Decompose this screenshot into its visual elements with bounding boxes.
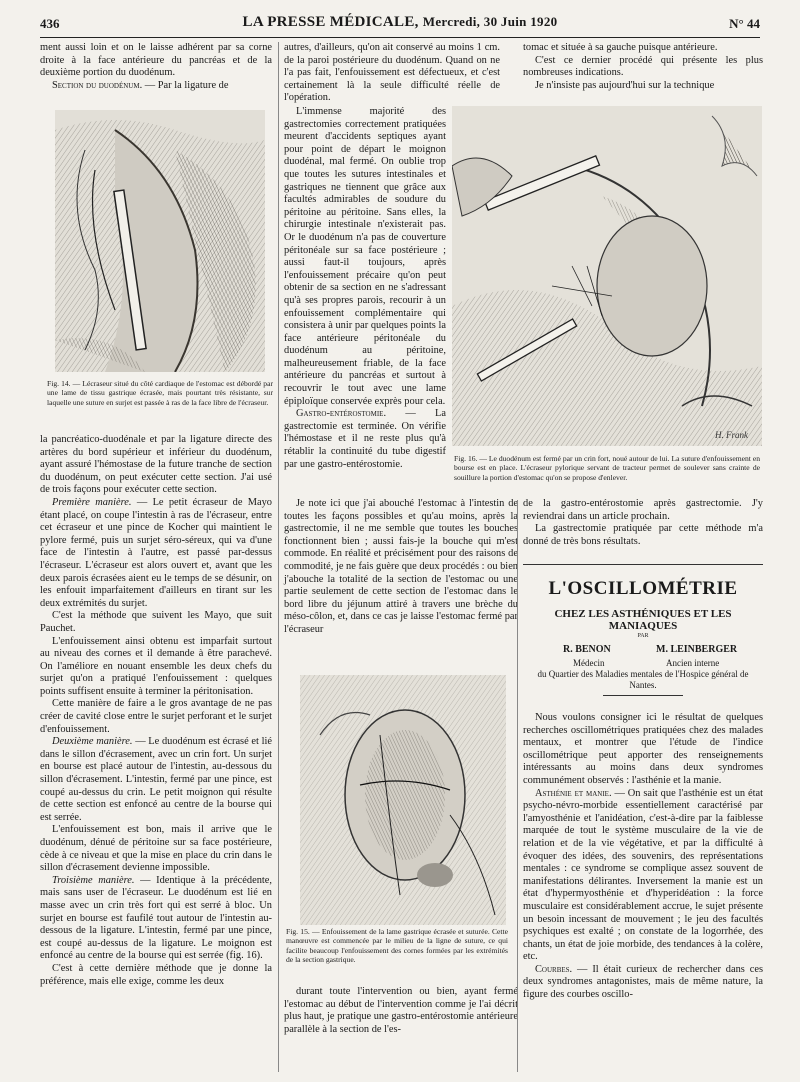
subheading: Troisième manière. xyxy=(52,874,135,886)
paragraph: L'enfouissement ainsi obtenu est imparfait surtout au niveau des cornes et il demande à être parachevé. On l'améliore en nouant ensemble les deux chefs du surjet qu'on a pratiqué l'enfouissement : quelques points suffisent ensuite à terminer la péritonisation. xyxy=(40,635,272,697)
paragraph: L'enfouissement est bon, mais il arrive que le duodénum, dénué de péritoine sur sa face postérieure, cède à ce niveau et que la mise en place du crin dans le sillon d'écrasement devienne impossible. xyxy=(40,824,272,874)
paragraph: L'immense majorité des gastrectomies correctement pratiquées meurent d'accidents septiques ayant pour point de départ le moignon duodénal, mal fermé. On oublie trop que toutes les sutures intestinales et gastriques ne tiennent que grâce aux facultés admirables de soudure du péritoine au péritoine. Sans elles, la chirurgie intestinale n'existerait pas. Or le duodénum n'a pas de couverture péritonéale sur sa face postérieure ; aussi faut-il toujours, après l'enfouissement précaire qu'on peut obtenir de sa section en ne s'adressant qu'à ses propres parois, recourir à un enfouissement complémentaire qui consistera à unir par quelques points la face antérieure péritonéale du duodénum au péritoine, malheureusement friable, de la face antérieure du pancréas et surtout à recouvrir le tout avec une lame épiploïque conservée exprès pour cela. xyxy=(284,106,446,407)
issue-date: Mercredi, 30 Juin 1920 xyxy=(422,14,558,29)
paragraph: tomac et située à sa gauche puisque antérieure. xyxy=(523,42,718,53)
figure-15-illustration xyxy=(300,675,506,925)
column-2-top xyxy=(284,42,500,105)
subheading: Première manière. xyxy=(52,496,132,508)
subheading: Deuxième manière. xyxy=(52,736,133,748)
surgical-engraving-fig14 xyxy=(55,110,265,372)
figure-14-caption: Fig. 14. — Lécraseur situé du côté cardiaque de l'estomac est débordé par une lame de tissu gastrique écrasée, mais pourtant très résistante, sur laquelle une suture en surjet est passée à ras de la face libre de l'écraseur. xyxy=(47,379,273,407)
paragraph: de la gastro-entérostomie après gastrectomie. J'y reviendrai dans un article prochain. xyxy=(523,498,763,522)
section-heading: Gastro-entérostomie. xyxy=(296,408,387,420)
author-roles xyxy=(523,658,763,690)
paragraph: C'est la méthode que suivent les Mayo, que suit Pauchet. xyxy=(40,610,272,634)
role-1: Médecin xyxy=(573,658,605,668)
article-body xyxy=(523,712,763,1002)
role-2: Ancien interne xyxy=(666,658,720,668)
column-1-top xyxy=(40,42,272,92)
paragraph: durant toute l'intervention ou bien, ayant fermé l'estomac au début de l'intervention comme je l'ai décrit plus haut, je pratique une gastro-entérostomie antérieure parallèle à la section de l'es- xyxy=(284,986,518,1035)
article-separator xyxy=(523,564,763,565)
short-rule xyxy=(603,695,683,696)
paragraph: Gastro-entérostomie. — La gastrectomie est terminée. On vérifie l'hémostase et il ne reste plus qu'à rétablir la continuité du tube digestif par une gastro-entérostomie. xyxy=(284,408,446,470)
journal-title xyxy=(40,14,760,31)
journal-name: LA PRESSE MÉDICALE, xyxy=(242,14,419,30)
page-header xyxy=(40,14,760,34)
paragraph: C'est ce dernier procédé qui présente les plus nombreuses indications. xyxy=(523,54,763,79)
page-number: 436 xyxy=(40,16,60,31)
paragraph: Courbes. — Il était curieux de rechercher dans ces deux syndromes antagonistes, mais de même nature, la figure des courbes oscillo- xyxy=(523,963,763,1001)
section-heading: Courbes. xyxy=(535,963,573,975)
paragraph: Section du duodénum. — Par la ligature de xyxy=(52,79,229,91)
paragraph: La gastrectomie pratiquée par cette méthode m'a donné de très bons résultats. xyxy=(523,523,763,547)
paragraph: Nous voulons consigner ici le résultat de quelques recherches oscillométriques pratiquées chez des malades mentaux, et montrer que l'étude de l'indice oscillométrique peut apporter des renseignements intéressants au moins dans deux syndromes communément observés : l'asthénie et la manie. xyxy=(523,712,763,786)
figure-16-caption: Fig. 16. — Le duodénum est fermé par un crin fort, noué autour de lui. La suture d'enfouissement en bourse est en place. L'écraseur pylorique servant de tracteur permet de soulever sans crainte de souillure la portion d'estomac qu'on se propose d'enlever. xyxy=(454,454,760,482)
surgical-engraving-fig15 xyxy=(300,675,506,925)
paragraph: Asthénie et manie. — On sait que l'asthénie est un état psycho-névro-morbide essentiellement caractérisé par l'amyosthénie et l'anidéation, c'est-à-dire par la faiblesse marquée de tout le système musculaire de la vie de relation et de la vie végétative, et par la difficulté à évoquer des idées, des souvenirs, des représentations mentales : ce syndrome se complique assez souvent de manifestations délirantes. Inversement la manie est un état d'hypermyosthénie et d'hyperidéation : la force musculaire est considérablement accrue, le sujet présente un besoin incessant de mouvement ; le jeu des facultés psychiques est exalté ; on constate de la logorrhée, des chants, un état de joie morbide, des tendances à la colère, etc. xyxy=(523,787,763,963)
author-2: M. LEINBERGER xyxy=(656,644,738,655)
column-2-narrow xyxy=(284,106,446,471)
author-1: R. BENON xyxy=(563,644,611,655)
affiliation: du Quartier des Maladies mentales de l'Hospice général de Nantes. xyxy=(537,669,749,690)
figure-15-caption: Fig. 15. — Enfouissement de la lame gastrique écrasée et suturée. Cette manœuvre est commencée par le milieu de la ligne de suture, ce qui facilite beaucoup l'enfouissement des cornes formées par les extrémités de la section gastrique. xyxy=(286,927,508,965)
illustrator-signature: H. Frank xyxy=(715,430,748,440)
paragraph: la pancréatico-duodénale et par la ligature directe des artères du bord supérieur et inférieur du duodénum, ayant assuré l'hémostase de la future tranche de section du duodénum, on peut exécuter cette section. J'ai usé de trois façons pour exécuter cette section. xyxy=(40,434,272,496)
column-divider xyxy=(278,42,279,1072)
paragraph: ment aussi loin et on le laisse adhérent par sa corne droite à la face antérieure du pancréas et de la deuxième portion du duodénum. xyxy=(40,42,272,79)
paragraph: Deuxième manière. — Le duodénum est écrasé et lié dans le sillon d'écrasement, avec un crin fort. Un surjet en bourse est placé autour de l'intestin, au-dessous du sillon d'écrasement. L'intestin, fermé par une pince, est coupé au-dessus du crin. Le petit moignon qui résulte de cette section est enfoncé au centre de la bourse qui est serrée. xyxy=(40,736,272,823)
paragraph: C'est à cette dernière méthode que je donne la préférence, mais elle exige, comme les deux xyxy=(40,962,272,987)
paragraph: Je n'insiste pas aujourd'hui sur la technique xyxy=(535,79,715,91)
paragraph: Cette manière de faire a le gros avantage de ne pas créer de cavité close entre le surjet perforant et le surjet d'enfouissement. xyxy=(40,698,272,735)
figure-16-illustration xyxy=(452,106,762,446)
paragraph: Première manière. — Le petit écraseur de Mayo étant placé, on coupe l'intestin à ras de l'écraseur, entre cet écraseur et une pince de Kocher qui maintient le pylore fermé, puis un surjet séro-séreux, qui va d'une face de l'intestin à l'autre, est passé par-dessus l'écraseur. L'écraseur est alors ouvert et, avant que les deux parois écrasées aient eu le temps de se désunir, on les enfouit imparfaitement d'ailleurs en tirant sur les deux extrémités du surjet. xyxy=(40,496,273,609)
header-rule xyxy=(40,37,760,38)
byline-par: PAR xyxy=(637,633,649,639)
surgical-engraving-fig16 xyxy=(452,106,762,446)
column-3-continued xyxy=(523,498,763,548)
section-heading: Section du duodénum. xyxy=(52,79,143,91)
paragraph: Troisième manière. — Identique à la précédente, mais sans user de l'écraseur. Le duodénum est lié en masse avec un crin très fort qui est serré à bloc. Un surjet en bourse est faufilé tout autour de l'intestin au-dessous de la ligature. L'intestin, fermé par une pince, est coupé au-dessus de la ligature. Le moignon est enfoncé au centre de la bourse qui est serrée (fig. 16). xyxy=(40,874,272,962)
paragraph: autres, d'ailleurs, qu'on ait conservé au moins 1 cm. de la paroi postérieure du duodénum. Quand on ne l'a pas fait, l'enfouissement est défectueux, et c'est certainement là la seule difficulté réelle de l'opération. xyxy=(284,42,500,104)
article-subtitle: CHEZ LES ASTHÉNIQUES ET LES MANIAQUES xyxy=(554,608,732,632)
column-3-top xyxy=(523,42,763,92)
article-title: L'OSCILLOMÉTRIE xyxy=(548,578,738,599)
section-heading: Asthénie et manie. xyxy=(535,787,612,799)
issue-number: N° 44 xyxy=(729,16,760,31)
column-divider xyxy=(517,500,518,1072)
paragraph: Je note ici que j'ai abouché l'estomac à l'intestin de toutes les façons possibles et qu'au moins, après la gastrectomie, il ne me semble que toutes les bouches fonctionnent bien ; aussi fais-je la bouche qui m'est commode. En réalité et précisément pour des raisons de commodité, je ne fais guère que deux procédés : ou bien j'abouche la totalité de la section de l'estomac ou une partie seulement de cette section de l'estomac dans le bord libre du jéjunum attiré à travers une brèche du méso-côlon, et, dans ce cas je laisse l'estomac fermé par l'écraseur xyxy=(284,498,518,635)
column-2-bottom xyxy=(284,986,518,1036)
column-1-bottom xyxy=(40,434,272,988)
figure-14-illustration xyxy=(55,110,265,372)
column-2-mid xyxy=(284,498,518,637)
article-title-block xyxy=(523,578,763,632)
